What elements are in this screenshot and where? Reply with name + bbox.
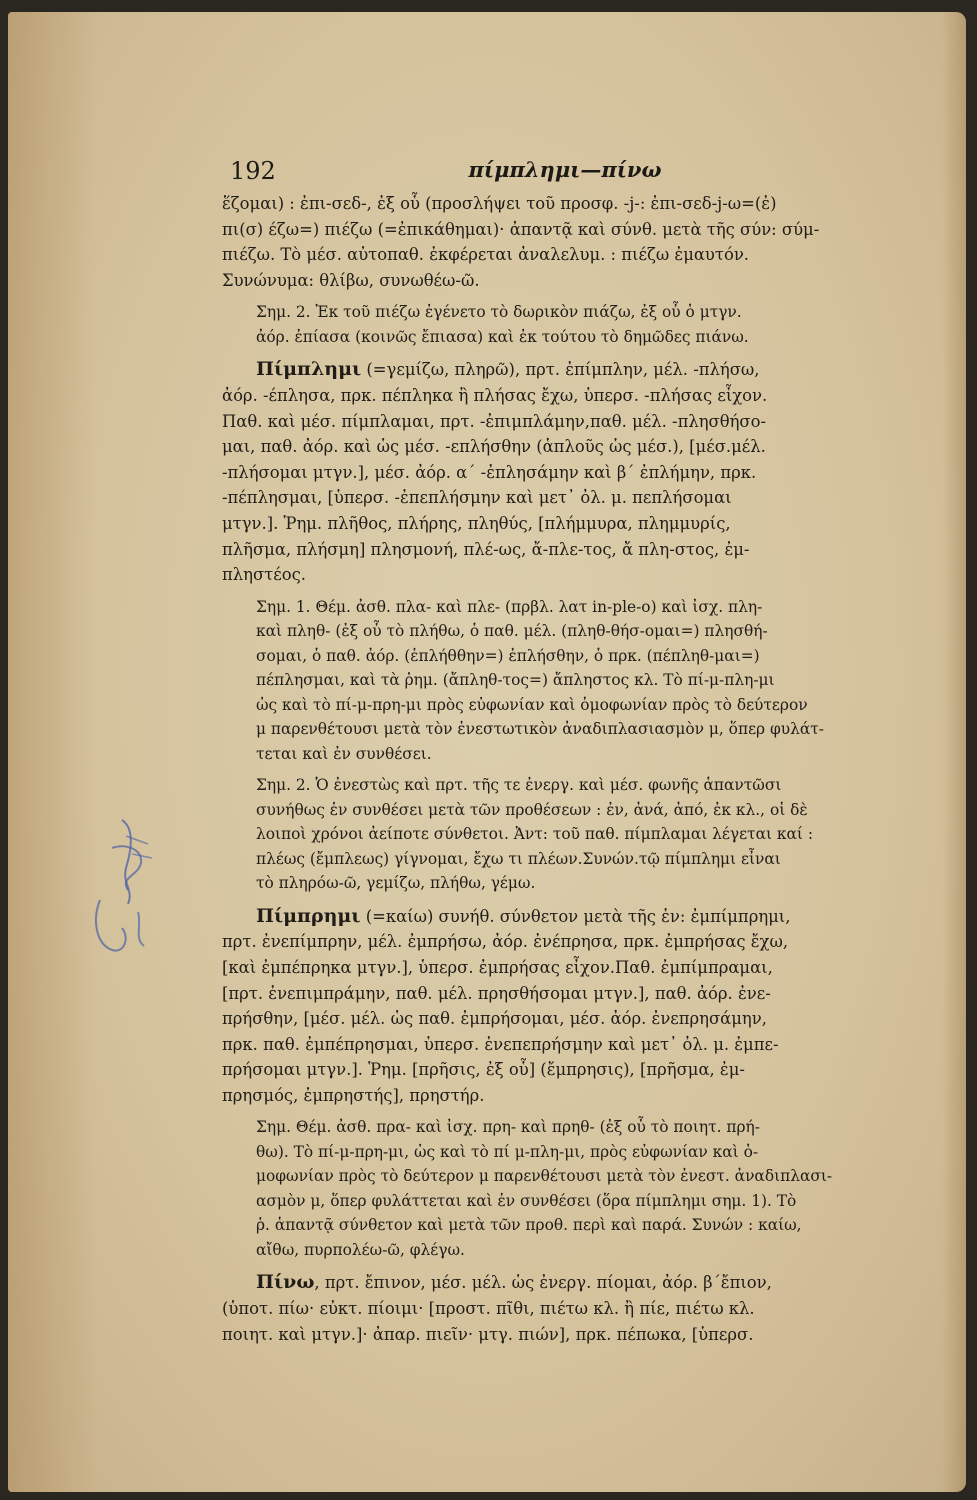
handwritten-margin-note (82, 808, 172, 968)
text-line: -πέπλησμαι, [ὑπερσ. -ἐπεπλήσμην καὶ μετ᾽ ὀλ. μ. πεπλήσομαι (222, 488, 732, 508)
text-line: μαι, παθ. ἀόρ. καὶ ὡς μέσ. -επλήσθην (ἁπλοῦς ὡς μέσ.), [μέσ.μέλ. (222, 437, 766, 457)
text-line: Παθ. καὶ μέσ. πίμπλαμαι, πρτ. -ἐπιμπλάμην,παθ. μέλ. -πλησθήσο- (222, 411, 767, 431)
text-line: πλῆσμα, πλήσμη] πλησμονή, πλέ-ως, ἄ-πλε-τος, ἄ πλη-στος, ἐμ- (222, 539, 750, 559)
text-line: τεται καὶ ἐν συνθέσει. (256, 744, 432, 763)
note-paragraph (222, 1115, 934, 1262)
text-line: πρήσομαι μτγν.]. Ῥημ. [πρῆσις, ἐξ οὗ] (ἔμπρησις), [πρῆσμα, ἐμ- (222, 1060, 745, 1080)
headword: Πίνω (256, 1271, 315, 1294)
text-line (222, 357, 934, 383)
entry-paragraph (222, 191, 934, 293)
text-line: θω). Τὸ πί-μ-πρη-μι, ὡς καὶ τὸ πί μ-πλη-μι, πρὸς εὐφωνίαν καὶ ὁ- (256, 1142, 759, 1161)
text-line: [πρτ. ἐνεπιμπράμην, παθ. μέλ. πρησθήσομαι μτγν.], παθ. ἀόρ. ἐνε- (222, 983, 771, 1003)
text-line: πρτ. ἐνεπίμπρην, μέλ. ἐμπρήσω, ἀόρ. ἐνέπρησα, πρκ. ἐμπρήσας ἔχω, (222, 932, 789, 952)
headword-definition: (=καίω) συνήθ. σύνθετον μετὰ τῆς ἐν: ἐμπίμπρημι, (360, 906, 791, 926)
text-line: λοιποὶ χρόνοι ἀείποτε σύνθετοι. Ἀντ: τοῦ παθ. πίμπλαμαι λέγεται καί : (256, 825, 814, 844)
text-line: Σημ. 1. Θέμ. ἀσθ. πλα- καὶ πλε- (πρβλ. λατ in-ple-o) καὶ ἰσχ. πλη- (256, 597, 763, 616)
text-line (222, 1270, 934, 1296)
text-line: ἀόρ. -έπλησα, πρκ. πέπληκα ἢ πλήσας ἔχω, ὑπερσ. -πλήσας εἶχον. (222, 385, 768, 405)
text-line: ἀόρ. ἐπίασα (κοινῶς ἔπιασα) καὶ ἐκ τούτου τὸ δημῶδες πιάνω. (256, 327, 749, 346)
text-line: ἕζομαι) : ἐπι-σεδ-, ἐξ οὗ (προσλήψει τοῦ προσφ. -j-: ἐπι-σεδ-j-ω=(ἐ) (222, 194, 777, 213)
text-line: πρησμός, ἐμπρηστής], πρηστήρ. (222, 1085, 485, 1105)
headword: Πίμπρημι (256, 904, 361, 927)
running-head: πίμπλημι—πίνω (468, 157, 662, 182)
text-line: πρκ. παθ. ἐμπέπρησμαι, ὑπερσ. ἐνεπεπρήσμην καὶ μετ᾽ ὀλ. μ. ἐμπε- (222, 1034, 779, 1054)
text-line: τὸ πληρόω-ῶ, γεμίζω, πλήθω, γέμω. (256, 874, 536, 893)
text-line: Σημ. Θέμ. ἀσθ. πρα- καὶ ἰσχ. πρη- καὶ πρηθ- (ἐξ οὗ τὸ ποιητ. πρή- (256, 1118, 760, 1137)
text-line: πληστέος. (222, 565, 306, 585)
text-line: ασμὸν μ, ὅπερ φυλάττεται καὶ ἐν συνθέσει (ὅρα πίμπλημι σημ. 1). Τὸ (256, 1191, 797, 1210)
text-line: πλέως (ἔμπλεως) γίγνομαι, ἔχω τι πλέων.Συνών.τῷ πίμπλημι εἶναι (256, 849, 781, 868)
text-line: μ παρενθέτουσι μετὰ τὸν ἐνεστωτικὸν ἀναδιπλασιασμὸν μ, ὅπερ φυλάτ- (256, 720, 824, 739)
text-line: πρήσθην, [μέσ. μέλ. ὡς παθ. ἐμπρήσομαι, μέσ. ἀόρ. ἐνεπρησάμην, (222, 1009, 767, 1029)
text-line: πιέζω. Τὸ μέσ. αὐτοπαθ. ἐκφέρεται ἀναλελυμ. : πιέζω ἐμαυτόν. (222, 245, 750, 265)
headword-definition: (=γεμίζω, πληρῶ), πρτ. ἐπίμπλην, μέλ. -πλήσω, (361, 360, 760, 380)
text-line: μοφωνίαν πρὸς τὸ δεύτερον μ παρενθέτουσι μετὰ τὸν ἐνεστ. ἀναδιπλασι- (256, 1167, 833, 1186)
page-number: 192 (230, 157, 276, 185)
note-paragraph (222, 773, 934, 896)
text-line: [καὶ ἐμπέπρηκα μτγν.], ὑπερσ. ἐμπρήσας εἶχον.Παθ. ἐμπίμπραμαι, (222, 957, 773, 977)
text-line: συνήθως ἐν συνθέσει μετὰ τῶν προθέσεων : ἐν, ἀνά, ἀπό, ἐκ κλ., οἱ δὲ (256, 800, 808, 819)
text-line: μτγν.]. Ῥημ. πλῆθος, πλήρης, πληθύς, [πλήμμυρα, πλημμυρίς, (222, 513, 731, 533)
text-line: καὶ πληθ- (ἐξ οὗ τὸ πλήθω, ὁ παθ. μέλ. (πληθ-θήσ-ομαι=) πλησθή- (256, 622, 768, 641)
text-line: πι(σ) έζω=) πιέζω (=ἐπικάθημαι)· ἀπαντᾷ καὶ σύνθ. μετὰ τῆς σύν: σύμ- (222, 219, 820, 239)
entry-paragraph (222, 904, 934, 1109)
headword: Πίμπλημι (256, 358, 362, 381)
text-line: Συνώνυμα: θλίβω, συνωθέω-ῶ. (222, 270, 480, 290)
text-line: -πλήσομαι μτγν.], μέσ. ἀόρ. α΄ -ἐπλησάμην καὶ β΄ ἐπλήμην, πρκ. (222, 462, 757, 482)
entry-paragraph (222, 1270, 934, 1347)
note-paragraph (222, 595, 934, 767)
text-line: ὡς καὶ τὸ πί-μ-πρη-μι πρὸς εὐφωνίαν καὶ ὁμοφωνίαν πρὸς τὸ δεύτερον (256, 695, 808, 714)
text-line: σομαι, ὁ παθ. ἀόρ. (ἐπλήθθην=) ἐπλήσθην, ὁ πρκ. (πέπληθ-μαι=) (256, 646, 760, 665)
entry-paragraph (222, 357, 934, 587)
text-line: (ὑποτ. πίω· εὐκτ. πίοιμι· [προστ. πῖθι, πιέτω κλ. ἢ πίε, πιέτω κλ. (222, 1299, 755, 1319)
text-line: Σημ. 2. Ὁ ἐνεστὼς καὶ πρτ. τῆς τε ἐνεργ. καὶ μέσ. φωνῆς ἁπαντῶσι (256, 776, 782, 795)
dictionary-text (222, 183, 934, 1347)
text-line: Σημ. 2. Ἐκ τοῦ πιέζω ἐγένετο τὸ δωρικὸν πιάζω, ἐξ οὗ ὁ μτγν. (256, 303, 742, 322)
headword-definition: , πρτ. ἔπινον, μέσ. μέλ. ὡς ἐνεργ. πίομαι, ἀόρ. β΄ἔπιον, (314, 1273, 772, 1293)
text-line (222, 904, 934, 930)
text-line: αἴθω, πυρπολέω-ῶ, φλέγω. (256, 1240, 465, 1259)
text-line: ῥ. ἁπαντᾷ σύνθετον καὶ μετὰ τῶν προθ. περὶ καὶ παρά. Συνών : καίω, (256, 1216, 802, 1235)
text-line: πέπλησμαι, καὶ τὰ ῥημ. (ἄπληθ-τος=) ἄπληστος κλ. Τὸ πί-μ-πλη-μι (256, 671, 775, 690)
note-paragraph (222, 300, 934, 349)
text-line: ποιητ. καὶ μτγν.]· ἀπαρ. πιεῖν· μτγ. πιών], πρκ. πέπωκα, [ὑπερσ. (222, 1324, 754, 1344)
